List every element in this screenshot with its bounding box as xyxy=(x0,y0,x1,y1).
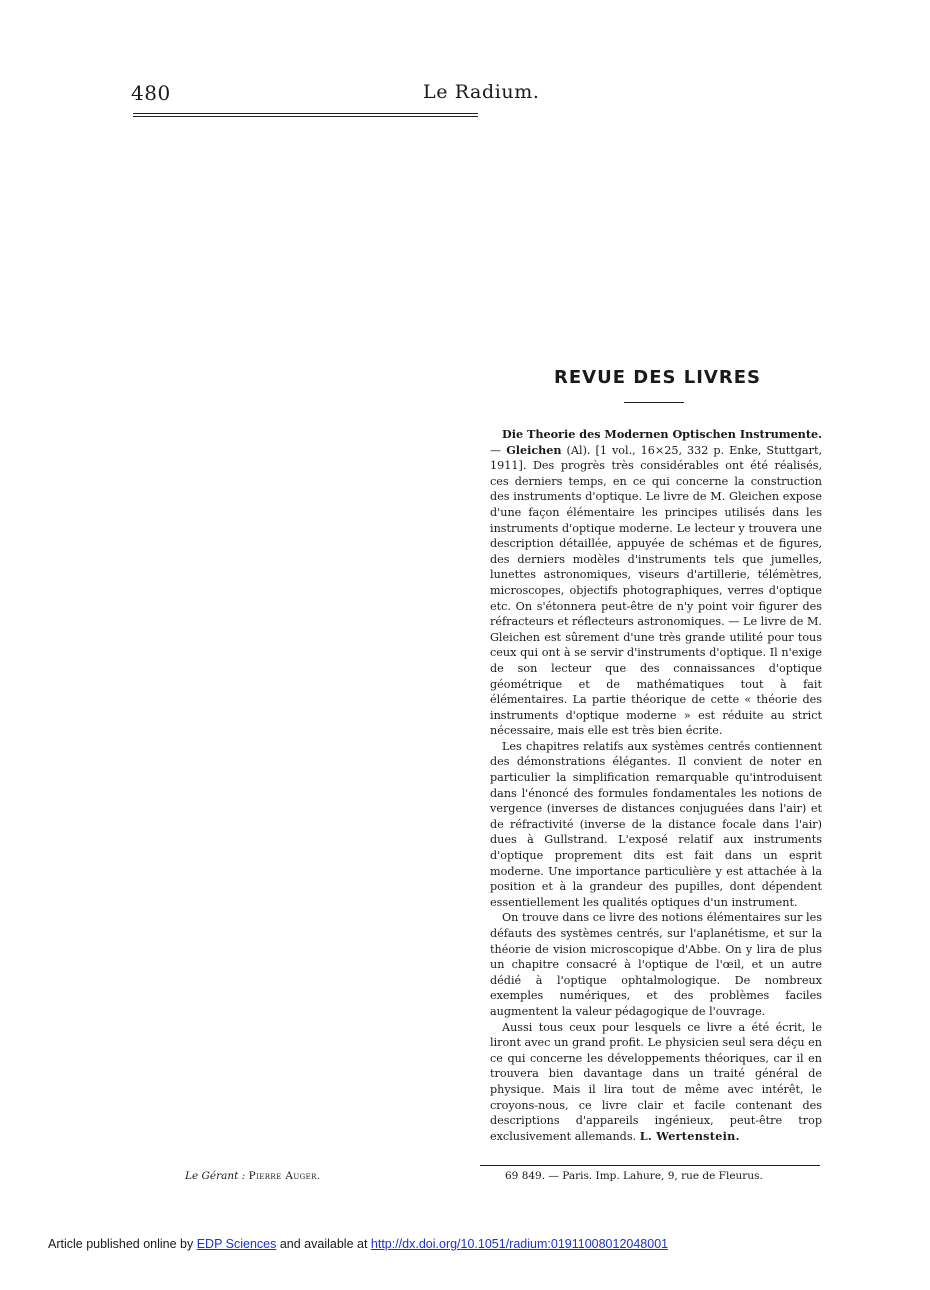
review-column xyxy=(490,427,822,1144)
review-paragraph-4-text: Aussi tous ceux pour lesquels ce livre a été écrit, le liront avec un grand profit. Le physicien seul sera déçu en ce qui concerne les développements théoriques, car il en trouvera bien davantage dans un traité général de physique. Mais il lira tout de même avec intérêt, le croyons-nous, ce livre clair et facile contenant des descriptions d'appareils ingénieux, peut-être trop exclusivement allemands. xyxy=(490,1020,822,1143)
review-signature: L. Wertenstein. xyxy=(639,1128,740,1143)
book-author: Gleichen xyxy=(506,442,562,457)
publisher-note xyxy=(48,1237,668,1251)
section-title: REVUE DES LIVRES xyxy=(554,367,761,388)
printer-imprint: 69 849. — Paris. Imp. Lahure, 9, rue de Fleurus. xyxy=(505,1170,763,1182)
header-rule xyxy=(133,113,478,117)
review-paragraph-2: Les chapitres relatifs aux systèmes centrés contiennent des démonstrations élégantes. Il convient de noter en particulier la simplification remarquable qu'introduisent dans l'énoncé des formules fondamentales les notions de vergence (inverses de distances conjuguées dans l'air) et de réfractivité (inverse de la distance focale dans l'air) dues à Gullstrand. L'exposé relatif aux instruments d'optique proprement dits est fait dans un esprit moderne. Une importance particulière y est attachée à la position et à la grandeur des pupilles, dont dépendent essentiellement les qualités optiques d'un instrument. xyxy=(490,739,822,909)
citation-rest: (Al). [1 vol., 16×25, 332 p. Enke, Stuttgart, 1911]. Des progrès très considérables ont été réalisés, ces derniers temps, en ce qui concerne la construction des instruments d'optique. Le livre de M. Gleichen expose d'une façon élémentaire les principes utilisés dans les instruments d'optique moderne. Le lecteur y trouvera une description détaillée, appuyée de schémas et de figures, des derniers modèles d'instruments tels que jumelles, lunettes astronomiques, viseurs d'artillerie, télémètres, microscopes, objectifs photographiques, verres d'optique etc. On s'étonnera peut-être de n'y point voir figurer des réfracteurs et réflecteurs astronomiques. — Le livre de M. Gleichen est sûrement d'une très grande utilité pour tous ceux qui ont à se servir d'instruments d'optique. Il n'exige de son lecteur que des connaissances d'optique géométrique et de mathématiques tout à fait élémentaires. La partie théorique de cette « théorie des instruments d'optique moderne » est réduite au strict nécessaire, mais elle est très bien écrite. xyxy=(490,443,823,738)
review-paragraph-4 xyxy=(490,1020,822,1145)
gerant-name: Pierre Auger. xyxy=(248,1170,321,1182)
book-title: Die Theorie des Modernen Optischen Instrumente. xyxy=(502,427,822,441)
publisher-note-middle: and available at xyxy=(276,1237,371,1251)
gerant-label: Le Gérant : xyxy=(185,1170,246,1182)
publisher-link[interactable]: EDP Sciences xyxy=(196,1237,277,1251)
journal-title: Le Radium. xyxy=(423,81,540,103)
citation-separator: — xyxy=(490,443,507,457)
review-paragraph-1 xyxy=(490,427,822,739)
footer-rule xyxy=(480,1165,820,1166)
publisher-note-prefix: Article published online by xyxy=(48,1237,197,1251)
review-paragraph-3: On trouve dans ce livre des notions élémentaires sur les défauts des systèmes centrés, sur l'aplanétisme, et sur la théorie de vision microscopique d'Abbe. On y lira de plus un chapitre consacré à l'optique de l'œil, et un autre dédié à l'optique ophtalmologique. De nombreux exemples numériques, et des problèmes faciles augmentent la valeur pédagogique de l'ouvrage. xyxy=(490,911,822,1018)
page-number: 480 xyxy=(131,81,171,105)
section-rule xyxy=(624,402,684,403)
gerant-line xyxy=(185,1170,321,1182)
doi-link[interactable]: http://dx.doi.org/10.1051/radium:01911008012048001 xyxy=(370,1237,669,1251)
